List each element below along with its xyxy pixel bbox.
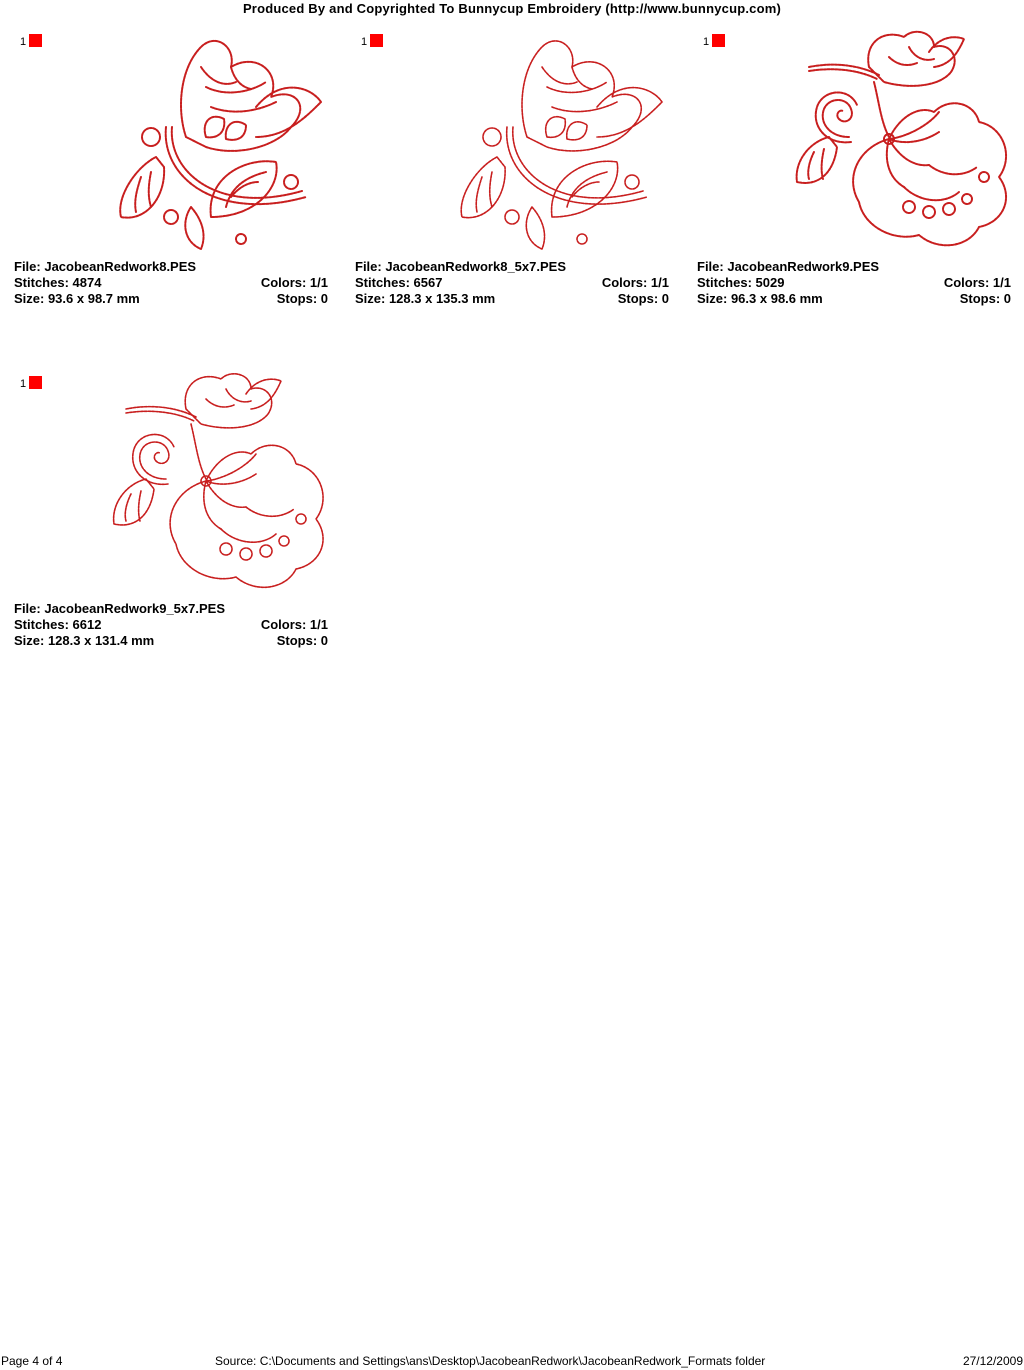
color-count: Colors: 1/1 [601,275,669,290]
color-number: 1 [361,36,368,48]
design-card[interactable] [355,27,669,317]
design-preview-flower-icon [106,27,338,259]
color-number: 1 [703,36,710,48]
color-number: 1 [20,378,27,390]
design-info [697,259,1011,307]
design-card[interactable] [14,27,328,317]
design-size: Size: 128.3 x 131.4 mm [14,633,155,648]
design-info [14,259,328,307]
design-size: Size: 96.3 x 98.6 mm [697,291,823,306]
stop-count: Stops: 0 [276,291,328,306]
thread-color-swatch [29,34,42,47]
source-path: Source: C:\Documents and Settings\ans\Desktop\JacobeanRedwork\JacobeanRedwork_Formats folder [215,1354,766,1368]
file-name: File: JacobeanRedwork8_5x7.PES [355,259,566,274]
stop-count: Stops: 0 [276,633,328,648]
design-info [14,601,328,649]
color-count: Colors: 1/1 [260,617,328,632]
file-name: File: JacobeanRedwork8.PES [14,259,197,274]
print-date: 27/12/2009 [962,1354,1023,1368]
stitch-count: Stitches: 5029 [697,275,785,290]
design-info [355,259,669,307]
color-count: Colors: 1/1 [260,275,328,290]
color-count: Colors: 1/1 [943,275,1011,290]
design-card[interactable] [697,27,1011,317]
design-preview-blossom-icon [106,369,338,601]
copyright-header: Produced By and Copyrighted To Bunnycup Embroidery (http://www.bunnycup.com) [242,1,782,16]
stop-count: Stops: 0 [617,291,669,306]
design-size: Size: 93.6 x 98.7 mm [14,291,140,306]
page-number: Page 4 of 4 [1,1354,63,1368]
thread-color-swatch [29,376,42,389]
design-size: Size: 128.3 x 135.3 mm [355,291,496,306]
design-preview-blossom-icon [789,27,1021,259]
color-number: 1 [20,36,27,48]
thread-color-swatch [712,34,725,47]
stitch-count: Stitches: 6567 [355,275,443,290]
design-card[interactable] [14,369,328,659]
stitch-count: Stitches: 6612 [14,617,102,632]
file-name: File: JacobeanRedwork9_5x7.PES [14,601,225,616]
file-name: File: JacobeanRedwork9.PES [697,259,880,274]
stop-count: Stops: 0 [959,291,1011,306]
thread-color-swatch [370,34,383,47]
design-preview-flower-icon [447,27,679,259]
stitch-count: Stitches: 4874 [14,275,102,290]
